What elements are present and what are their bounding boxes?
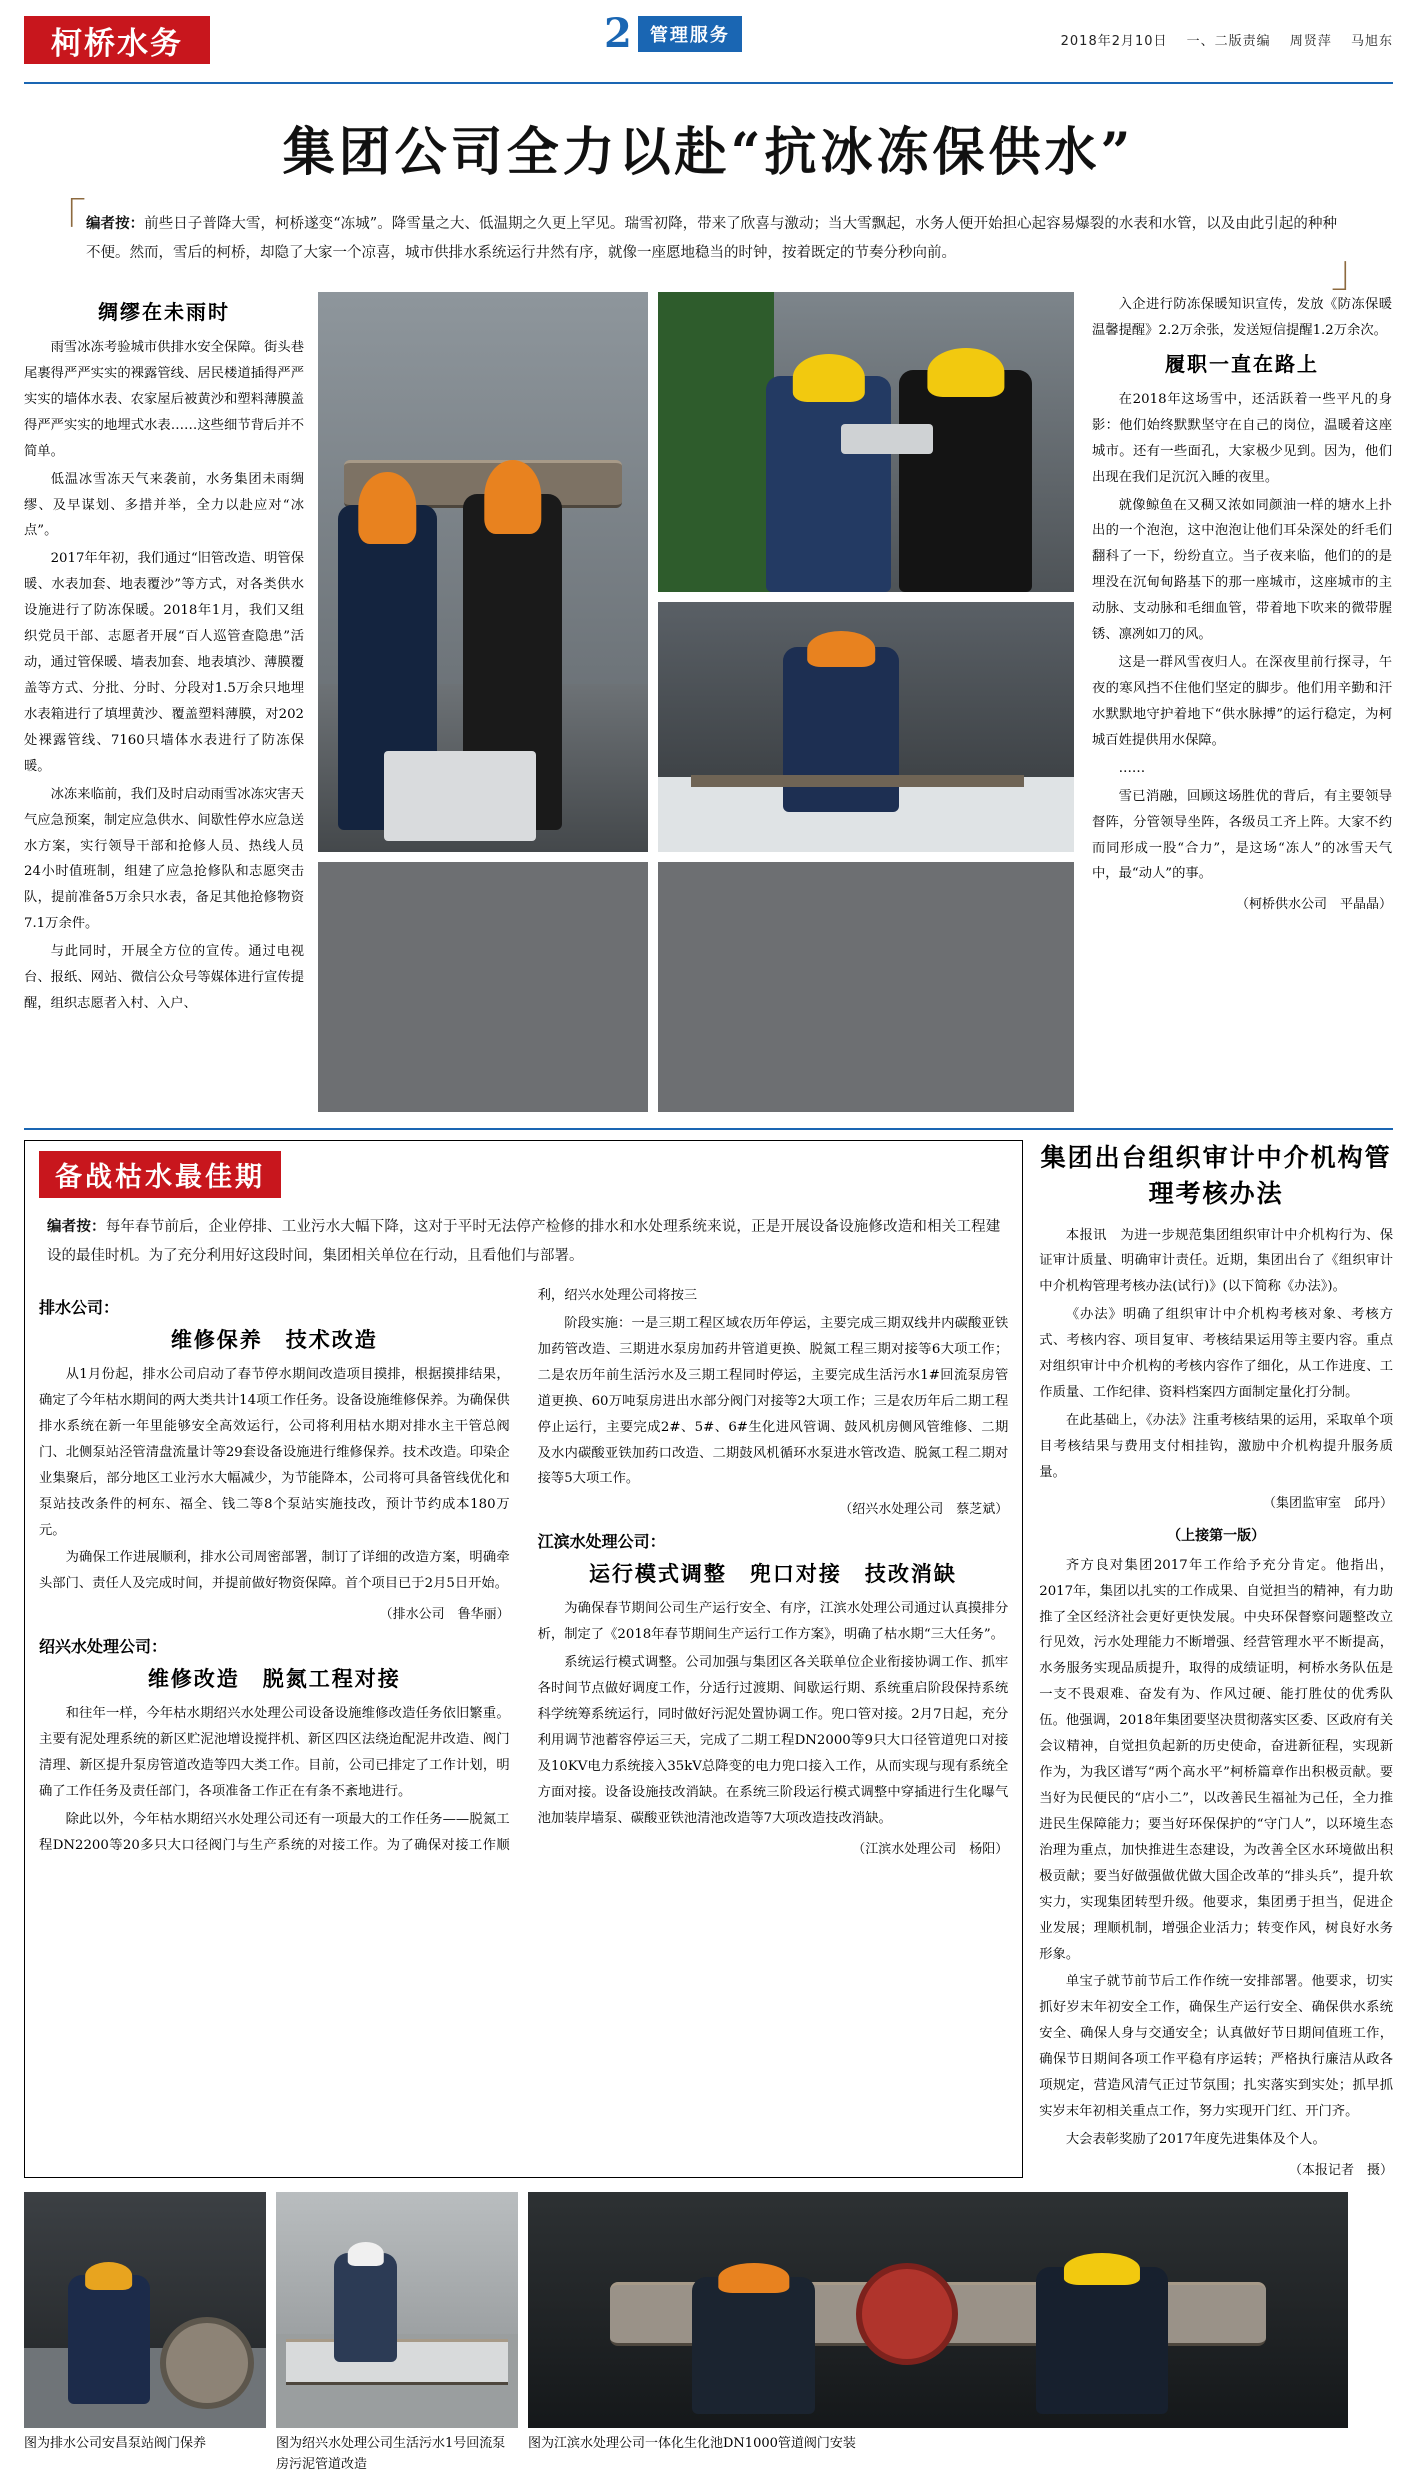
article3-unit: 江滨水处理公司： <box>537 1532 666 1552</box>
article2-title: 维修改造 脱氮工程对接 <box>147 1666 401 1692</box>
continued-p3: 大会表彰奖励了2017年度先进集体及个人。 <box>1065 2132 1326 2147</box>
package-columns <box>39 1283 1008 1859</box>
bottom-photo-2-caption: 图为绍兴水处理公司生活污水1号回流泵房污泥管道改造 <box>276 2435 506 2472</box>
lower-area <box>24 1140 1393 2178</box>
quote-close-icon: 」 <box>1331 246 1375 297</box>
article2-sign: （绍兴水处理公司 蔡芝斌） <box>839 1502 1009 1518</box>
left-article-p1: 雨雪冰冻考验城市供排水安全保障。街头巷尾裹得严严实实的裸露管线、居民楼道插得严严实实的墙体水表、农家屋后被黄沙和塑料薄膜盖得严严实实的地埋式水表……这些细节背后并不简单。 <box>24 340 304 459</box>
article2-p1: 和往年一样，今年枯水期绍兴水处理公司设备设施维修改造任务依旧繁重。主要有泥处理系统的新区贮泥池增设搅拌机、新区四区法绕迨配泥井改造、阀门清理、新区提升泵房管道改造等四大类工作。目前，公司已排定了工作计划，明确了工作任务及责任部门，各项准备工作正在有条不紊地进行。 <box>39 1706 510 1800</box>
right-article <box>1092 292 1392 1112</box>
right-article-p4: …… <box>1118 760 1146 776</box>
photo-worker-in-trench <box>658 602 1074 852</box>
audit-sign: （集团监审室 邱丹） <box>1262 1495 1393 1511</box>
package-editor-note-label: 编者按： <box>47 1218 106 1235</box>
section-divider <box>24 1128 1393 1130</box>
right-article-p1: 在2018年这场雪中，还活跃着一些平凡的身影：他们始终默默坚守在自己的岗位，温暖着这座城市。还有一些面孔，大家极少见到。因为，他们出现在我们足沉沉入睡的夜里。 <box>1092 391 1392 485</box>
issue-info <box>1047 30 1393 49</box>
editor-note-label: 编者按： <box>86 215 145 232</box>
bottom-photo-3-caption: 图为江滨水处理公司一体化生化池DN1000管道阀门安装 <box>528 2435 856 2451</box>
bottom-photo-3-cell <box>528 2192 1348 2476</box>
left-article-p5: 与此同时，开展全方位的宣传。通过电视台、报纸、网站、微信公众号等媒体进行宣传提醒，组织志愿者入村、入户、 <box>24 944 304 1012</box>
article1-unit: 排水公司： <box>39 1298 120 1317</box>
editor-note <box>40 195 1377 297</box>
article3-sign: （江滨水处理公司 杨阳） <box>852 1841 1009 1857</box>
photo-sludge-pipe-retrofit <box>276 2192 518 2428</box>
photo-snow-pipe-repair <box>318 862 648 1112</box>
audit-p1: 本报讯 为进一步规范集团组织审计中介机构行为、保证审计质量、明确审计责任。近期，集团出台了《组织审计中介机构管理考核办法(试行)》(以下简称《办法》)。 <box>1039 1227 1393 1295</box>
page-title: 集团公司全力以赴“抗冰冻保供水” <box>282 122 1135 183</box>
right-article-p3: 这是一群风雪夜归人。在深夜里前行探寻，午夜的寒风挡不住他们坚定的脚步。他们用辛勤和汗水默默地守护着地下“供水脉搏”的运行稳定，为柯城百姓提供用水保障。 <box>1092 655 1392 748</box>
left-article-title: 绸缪在未雨时 <box>98 300 230 324</box>
bottom-photo-2-cell <box>276 2192 518 2476</box>
section-tag: 管理服务 <box>638 16 742 52</box>
right-article-title: 履职一直在路上 <box>1165 351 1319 376</box>
article3-p2: 系统运行模式调整。公司加强与集团区各关联单位企业衔接协调工作、抓牢各时间节点做好调度工作，分适行过渡期、间歇运行期、系统重启阶段保持系统科学统筹系统运行，同时做好污泥处置协调工作。兜口管对接。2月7日起，充分利用调节池蓄容停运三天，完成了二期工程DN2000等9只大口径管道兜口对接及10KV电力系统接入35kV总降变的电力兜口接入工作，从而实现与现有系统全方面对接。设备设施技改消缺。在系统三阶段运行模式调整中穿插进行生化曝气池加装岸墙泵、碳酸亚铁池清池改造等7大项改造技改消缺。 <box>537 1655 1009 1826</box>
bottom-photo-1-caption: 图为排水公司安昌泵站阀门保养 <box>24 2435 207 2451</box>
bottom-photo-1-cell <box>24 2192 266 2476</box>
left-article <box>24 292 304 1112</box>
photo-clearing-ice <box>658 862 1074 1112</box>
continued-sign: （本报记者 摄） <box>1288 2162 1393 2178</box>
photo-two-workers-yellow-helmet <box>658 292 1074 592</box>
editor-name-2: 马旭东 <box>1350 34 1393 49</box>
editor-name-1: 周贤萍 <box>1289 34 1332 49</box>
lower-left-package <box>24 1140 1023 2178</box>
left-article-p4: 冰冻来临前，我们及时启动雨雪冰冻灾害天气应急预案，制定应急供水、间歇性停水应急送水方案，实行领导干部和抢修人员、热线人员24小时值班制，组建了应急抢修队和志愿突击队，提前准备5万余只水表，备足其他抢修物资7.1万余件。 <box>24 786 304 932</box>
package-banner: 备战枯水最佳期 <box>39 1151 281 1198</box>
continued-p2: 单宝子就节前节后工作作统一安排部署。他要求，切实抓好岁末年初安全工作，确保生产运行安全、确保供水系统安全、确保人身与交通安全；认真做好节日期间值班工作，确保节日期间各项工作平稳有序运转；严格执行廉洁从政各项规定，营造风清气正过节氛围；扎实落实到实处；抓早抓实岁末年初相关重点工作，努力实现开门红、开门齐。 <box>1039 1974 1393 2120</box>
audit-article-title: 集团出台组织审计中介机构管理考核办法 <box>1040 1143 1392 1209</box>
left-article-p3: 2017年年初，我们通过“旧管改造、明管保暖、水表加套、地表覆沙”等方式，对各类供水设施进行了防冻保暖。2018年1月，我们又组织党员干部、志愿者开展“百人巡管查隐患”活动，通过管保暖、墙表加套、地表填沙、薄膜覆盖等方式、分批、分时、分段对1.5万余只地埋水表箱进行了填埋黄沙、覆盖塑料薄膜，对202处裸露管线、7160只墙体水表进行了防冻保暖。 <box>24 551 304 774</box>
article1-title: 维修保养 技术改造 <box>170 1327 378 1352</box>
photo-pipe-flange-install <box>318 292 648 852</box>
newspaper-page <box>0 10 1417 2472</box>
audit-p2: 《办法》明确了组织审计中介机构考核对象、考核方式、考核内容、项目复审、考核结果运用等主要内容。重点对组织审计中介机构的考核内容作了细化，从工作进度、工作质量、工作纪律、资料档案四方面制定量化打分制。 <box>1039 1307 1393 1401</box>
right-article-sign: （柯桥供水公司 平晶晶） <box>1235 897 1392 913</box>
package-editor-note <box>39 1210 1008 1273</box>
photo-grid <box>318 292 1078 1112</box>
article2-unit: 绍兴水处理公司： <box>39 1637 168 1657</box>
photo-valve-maintenance <box>24 2192 266 2428</box>
page-section-indicator <box>604 10 742 57</box>
article2-continued: 阶段实施：一是三期工程区域农历年停运，主要完成三期双线井内碳酸亚铁加药管改造、三期进水泵房加药井管道更换、脱氮工程三期对接等6大项工作；二是农历年前生活污水及三期工程同时停运，主要完成生活污水1#回流泵房管道更换、60万吨泵房进出水部分阀门对接等2大项工作；三是农历年后二期工程停止运行，主要完成2#、5#、6#生化进风管调、鼓风机房侧风管维修、二期及水内碳酸亚铁加药口改造、二期鼓风机循环水泵进水管改造、脱氮工程二期对接等5大项工作。 <box>537 1315 1009 1487</box>
photo-dn1000-valve-welding <box>528 2192 1348 2428</box>
continued-p1: 齐方良对集团2017年工作给予充分肯定。他指出，2017年，集团以扎实的工作成果、自觉担当的精神，有力助推了全区经济社会更好更快发展。中央环保督察问题整改立行见效，污水处理能力不断增强、经营管理水平不断提高，水务服务实现品质提升，取得的成绩证明，柯桥水务队伍是一支不畏艰难、奋发有为、作风过硬、能打胜仗的优秀队伍。他强调，2018年集团要坚决贯彻落实区委、区政府有关会议精神，自觉担负起新的历史使命，奋进新征程，实现新作为，为我区谱写“两个高水平”柯桥篇章作出积极贡献。要当好为民便民的“店小二”，以改善民生福祉为己任，全力推进民生保障能力；要当好环保保护的“守门人”，以环境生态治理为重点，加快推进生态建设，为改善全区水环境做出积极贡献；要当好做强做优做大国企改革的“排头兵”，提升软实力，实现集团转型升级。他要求，集团勇于担当，促进企业发展；理顺机制，增强企业活力；转变作风，树良好水务形象。 <box>1039 1557 1393 1962</box>
quote-open-icon: 「 <box>42 195 86 246</box>
editor-note-text: 前些日子普降大雪，柯桥遂变“冻城”。降雪量之大、低温期之久更上罕见。瑞雪初降，带来了欣喜与激动；当大雪飘起，水务人便开始担心起容易爆裂的水表和水管，以及由此引起的种种不便。然而，雪后的柯桥，却隐了大家一个凉喜，城市供排水系统运行井然有序，就像一座愿地稳当的时钟，按着既定的节奏分秒向前。 <box>86 216 1337 261</box>
article1-p1: 从1月份起，排水公司启动了春节停水期间改造项目摸排，根据摸排结果，确定了今年枯水期间的两大类共计14项工作任务。设备设施维修保养。为确保供排水系统在新一年里能够安全高效运行，公司将利用枯水期对排水主干管总阀门、北侧泵站泾管清盘流量计等29套设备设施进行维修保养。技术改造。印染企业集聚后，部分地区工业污水大幅减少，为节能降本，公司将可具备管线优化和泵站技改条件的柯东、福全、钱二等8个泵站实施技改，预计节约成本180万元。 <box>39 1367 510 1538</box>
article3-p1: 为确保春节期间公司生产运行安全、有序，江滨水处理公司通过认真摸排分析，制定了《2018年春节期间生产运行工作方案》，明确了枯水期“三大任务”。 <box>537 1601 1009 1643</box>
right-article-p2: 就像鲸鱼在又稠又浓如同颜油一样的塘水上扑出的一个泡泡，这中泡泡让他们耳朵深处的纤毛们翻科了一下，纷纷直立。当子夜来临，他们的的是埋没在沉甸甸路基下的那一座城市，这座城市的主动脉、支动脉和毛细血管，带着地下吹来的微带腥锈、凛冽如刀的风。 <box>1092 497 1392 643</box>
masthead <box>24 10 1393 84</box>
left-article-p2: 低温冰雪冻天气来袭前，水务集团未雨绸缪、及早谋划、多措并举，全力以赴应对“冰点”。 <box>24 471 304 539</box>
package-editor-note-text: 每年春节前后，企业停排、工业污水大幅下降，这对于平时无法停产检修的排水和水处理系统来说，正是开展设备设施修改造和相关工程建设的最佳时机。为了充分利用好这段时间，集团相关单位在行动，且看他们与部署。 <box>47 1219 1001 1264</box>
right-article-p5: 雪已消融，回顾这场胜优的背后，有主要领导督阵，分管领导坐阵，各级员工齐上阵。大家不约而同形成一股“合力”，是这场“冻人”的冰雪天气中，最“动人”的事。 <box>1092 788 1392 882</box>
article2-p2: 除此以外，今年枯水期绍兴水处理公司还有一项最大的工作任务——脱氮工程DN2200等20多只大口径阀门与生产系统的对接工作。为了确保对接工作顺利，绍兴水处理公司将按三 <box>39 1288 698 1853</box>
page-number: 2 <box>604 10 632 57</box>
lower-right-article <box>1039 1140 1393 2178</box>
article1-p2: 为确保工作进展顺利，排水公司周密部署，制订了详细的改造方案，明确牵头部门、责任人及完成时间，并提前做好物资保障。首个项目已于2月5日开始。 <box>39 1550 510 1592</box>
continued-from-label: （上接第一版） <box>1167 1527 1266 1544</box>
article1-sign: （排水公司 鲁华丽） <box>379 1607 510 1623</box>
publication-logo: 柯桥水务 <box>24 16 210 64</box>
issue-date: 2018年2月10日 <box>1060 34 1168 49</box>
article3-title: 运行模式调整 兜口对接 技改消缺 <box>588 1561 957 1587</box>
bottom-photo-strip <box>24 2192 1393 2476</box>
audit-p3: 在此基础上，《办法》注重考核结果的运用，采取单个项目考核结果与费用支付相挂钩，激励中介机构提升服务质量。 <box>1039 1412 1393 1480</box>
right-article-lead: 入企进行防冻保暖知识宣传，发放《防冻保暖温馨提醒》2.2万余张，发送短信提醒1.2万余次。 <box>1092 297 1392 338</box>
edition-label: 一、二版责编 <box>1186 34 1271 49</box>
top-article-area <box>24 292 1393 1112</box>
